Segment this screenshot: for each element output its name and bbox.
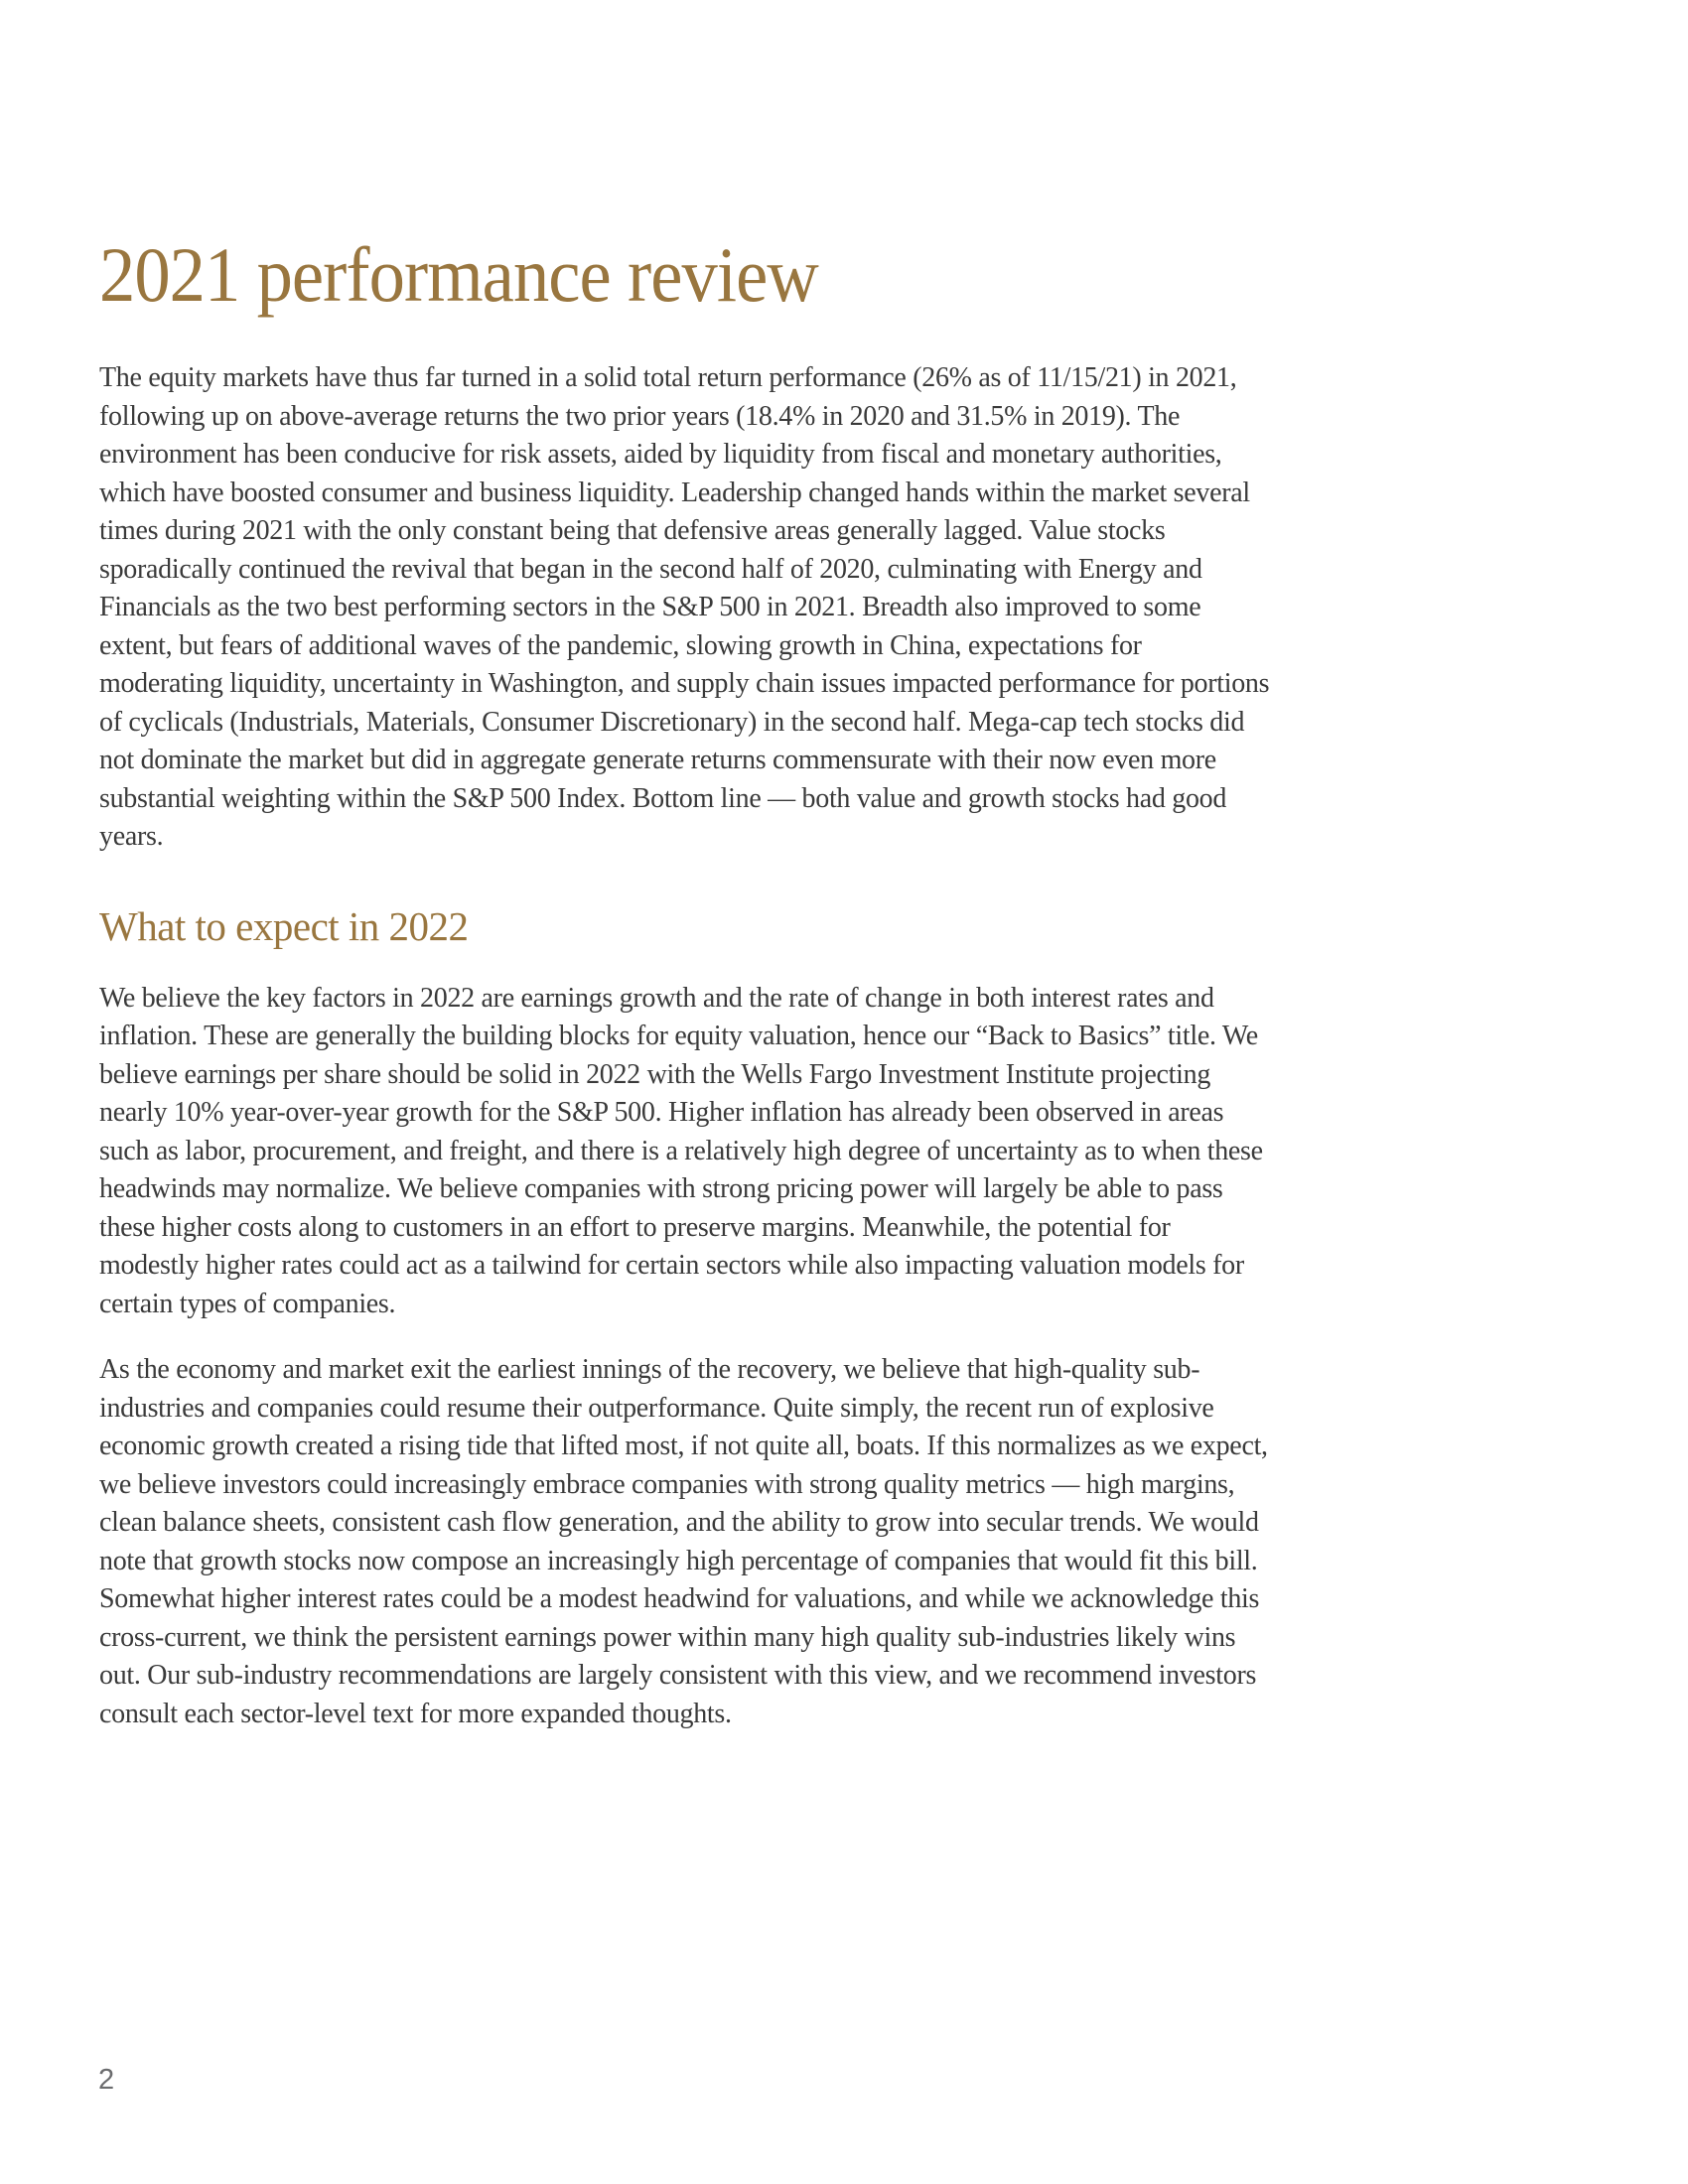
page-number: 2 [98,2064,115,2096]
expect-paragraph-2: As the economy and market exit the earliest innings of the recovery, we believe that high-quality sub-industries and companies could resume their outperformance. Quite simply, the recent run of explosive economic growth created a rising tide that lifted most, if not quite all, boats. If this normalizes as we expect, we believe investors could increasingly embrace companies with strong quality metrics — high margins, clean balance sheets, consistent cash flow generation, and the ability to grow into secular trends. We would note that growth stocks now compose an increasingly high percentage of companies that would fit this bill. Somewhat higher interest rates could be a modest headwind for valuations, and while we acknowledge this cross-current, we think the persistent earnings power within many high quality sub-industries likely wins out. Our sub-industry recommendations are largely consistent with this view, and we recommend investors consult each sector-level text for more expanded thoughts. [99,1354,1268,1729]
page-title: 2021 performance review [99,231,818,318]
expect-paragraph-1: We believe the key factors in 2022 are earnings growth and the rate of change in both interest rates and inflation. These are generally the building blocks for equity valuation, hence our “Back to Basics” title. We believe earnings per share should be solid in 2022 with the Wells Fargo Investment Institute projecting nearly 10% year-over-year growth for the S&P 500. Higher inflation has already been observed in areas such as labor, procurement, and freight, and there is a relatively high degree of uncertainty as to when these headwinds may normalize. We believe companies with strong pricing power will largely be able to pass these higher costs along to customers in an effort to preserve margins. Meanwhile, the potential for modestly higher rates could act as a tailwind for certain sectors while also impacting valuation models for certain types of companies. [99,982,1263,1319]
intro-paragraph: The equity markets have thus far turned in a solid total return performance (26% as of 11/15/21) in 2021, following up on above-average returns the two prior years (18.4% in 2020 and 31.5% in 2019). The environment has been conducive for risk assets, aided by liquidity from fiscal and monetary authorities, which have boosted consumer and business liquidity. Leadership changed hands within the market several times during 2021 with the only constant being that defensive areas generally lagged. Value stocks sporadically continued the revival that began in the second half of 2020, culminating with Energy and Financials as the two best performing sectors in the S&P 500 in 2021. Breadth also improved to some extent, but fears of additional waves of the pandemic, slowing growth in China, expectations for moderating liquidity, uncertainty in Washington, and supply chain issues impacted performance for portions of cyclicals (Industrials, Materials, Consumer Discretionary) in the second half. Mega-cap tech stocks did not dominate the market but did in aggregate generate returns commensurate with their now even more substantial weighting within the S&P 500 Index. Bottom line — both value and growth stocks had good years. [99,362,1270,852]
section-heading-what-to-expect: What to expect in 2022 [99,902,469,949]
text-column [99,0,1271,1733]
